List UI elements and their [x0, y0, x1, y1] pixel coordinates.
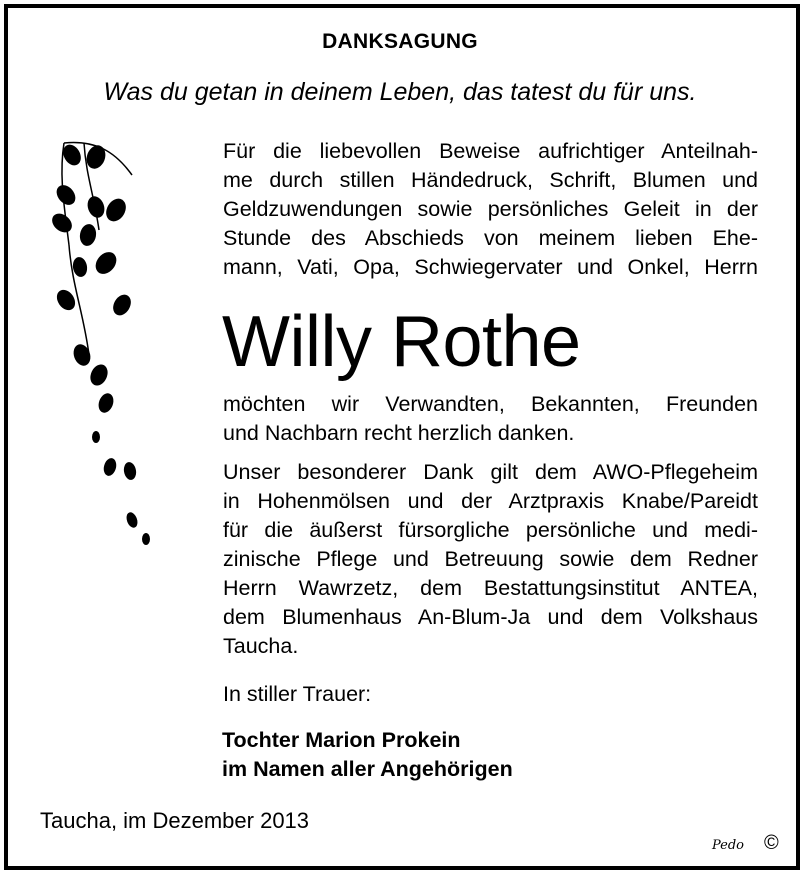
- text-line: Herrn Wawrzetz, dem Bestattungsinstitut ANTEA,: [223, 576, 758, 600]
- copyright-icon: ©: [764, 832, 779, 854]
- text-line: Für die liebevollen Beweise aufrichtiger Anteilnah-: [223, 139, 758, 163]
- deceased-name: Willy Rothe: [222, 302, 581, 382]
- special-thanks-paragraph: [223, 458, 758, 661]
- notice-title: DANKSAGUNG: [322, 30, 478, 53]
- text-line: mann, Vati, Opa, Schwiegervater und Onkel, Herrn: [223, 255, 758, 279]
- text-line: für die äußerst fürsorgliche persönliche und medi-: [223, 518, 758, 542]
- mourning-label: In stiller Trauer:: [223, 682, 372, 706]
- text-line: Geldzuwendungen sowie persönliches Geleit in der: [223, 197, 758, 221]
- place-date: Taucha, im Dezember 2013: [40, 808, 310, 833]
- text-line: dem Blumenhaus An-Blum-Ja und dem Volkshaus: [223, 605, 758, 629]
- text-line: in Hohenmölsen und der Arztpraxis Knabe/Pareidt: [223, 489, 758, 513]
- text-line: und Nachbarn recht herzlich danken.: [223, 421, 575, 445]
- signers: [222, 726, 513, 784]
- birch-branch-icon: [44, 135, 184, 555]
- text-line: zinische Pflege und Betreuung sowie dem Redner: [223, 547, 758, 571]
- text-line: Taucha.: [223, 634, 299, 658]
- text-line: Unser besonderer Dank gilt dem AWO-Pflegeheim: [223, 460, 758, 484]
- artist-signature: Pedo: [712, 838, 745, 853]
- signer-line: Tochter Marion Prokein: [222, 728, 461, 752]
- text-line: möchten wir Verwandten, Bekannten, Freunden: [223, 392, 758, 416]
- text-line: me durch stillen Händedruck, Schrift, Blumen und: [223, 168, 758, 192]
- motto: Was du getan in deinem Leben, das tatest du für uns.: [103, 78, 697, 106]
- intro-paragraph: [223, 137, 758, 282]
- text-line: Stunde des Abschieds von meinem lieben Ehe-: [223, 226, 758, 250]
- thanks-paragraph: [223, 390, 758, 448]
- signer-line: im Namen aller Angehörigen: [222, 757, 513, 781]
